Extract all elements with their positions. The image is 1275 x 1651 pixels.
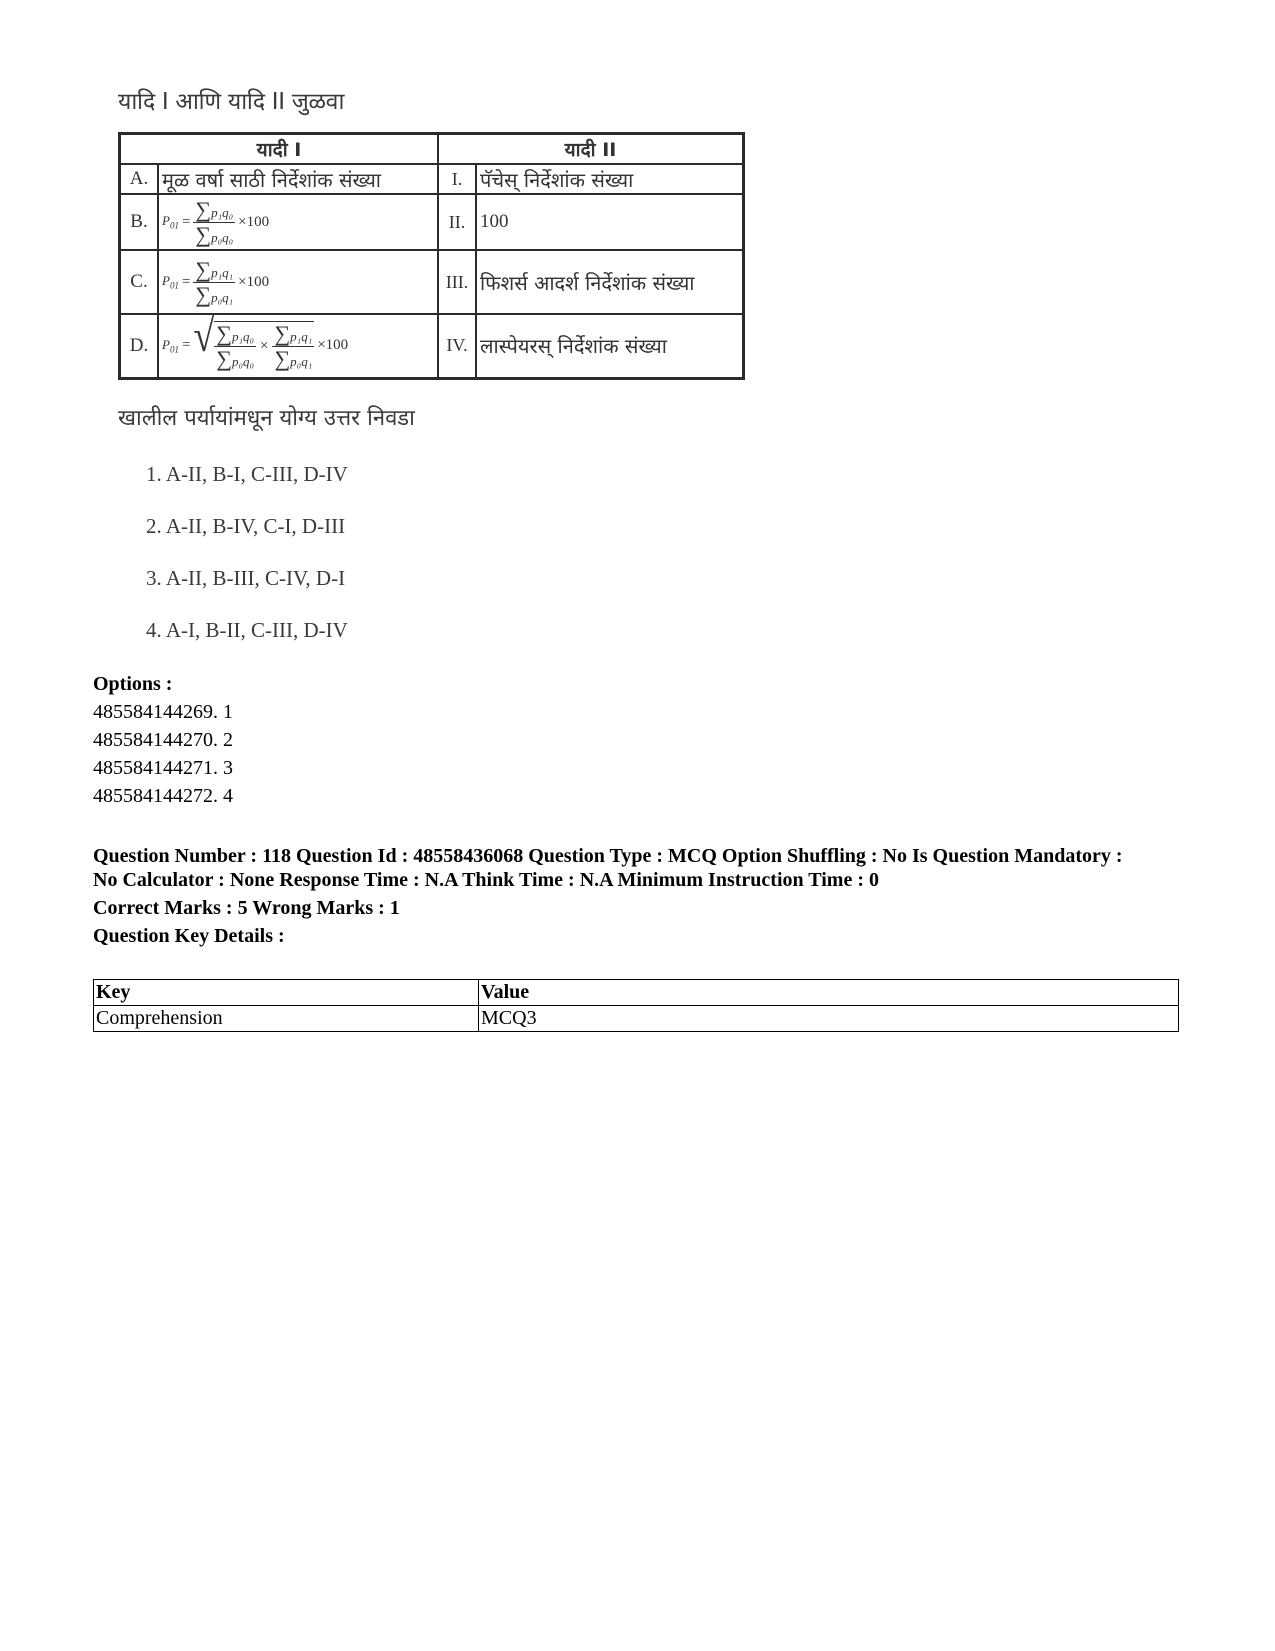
option-item: 485584144269. 1: [93, 701, 233, 723]
formula-lhs: $P_{01}$: [162, 336, 179, 355]
formula-fraction: $\frac{\text{∑p₁q₀}}{\text{∑p₀q₀}}$: [195, 196, 234, 247]
key-header: Key: [94, 980, 479, 1006]
question-meta: [93, 844, 1193, 948]
match-row-d: [120, 314, 744, 378]
formula-multiplier: ×100: [238, 213, 270, 230]
choose-instruction: खालील पर्यायांमधून योग्य उत्तर निवडा: [118, 405, 415, 431]
match-row-a: [120, 164, 744, 194]
match-table: [118, 132, 745, 380]
formula-fraction: $\frac{\text{∑p₁q₁}}{\text{∑p₀q₁}}$: [195, 256, 234, 307]
list2-item: 100: [476, 194, 744, 250]
key-table-header: [94, 980, 1179, 1006]
row-letter: B.: [120, 194, 159, 250]
value-header: Value: [479, 980, 1179, 1006]
choice-item: 1. A-II, B-I, C-III, D-IV: [146, 461, 348, 486]
option-item: 485584144271. 3: [93, 757, 233, 779]
value-cell: MCQ3: [479, 1006, 1179, 1032]
key-details-table: [93, 979, 1179, 1032]
row-letter: C.: [120, 250, 159, 314]
list1-formula: $P_{01}$ = $\frac{\text{∑p₁q₀}}{\text{∑p₀q₀}}$ ×100: [158, 194, 438, 250]
option-item: 485584144270. 2: [93, 729, 233, 751]
list2-item: पॅचेस् निर्देशांक संख्या: [476, 164, 744, 194]
marks-line: Correct Marks : 5 Wrong Marks : 1: [93, 897, 400, 919]
formula-sqrt: √ $\frac{\text{∑p₁q₀}}{\text{∑p₀q₀}}$ × $\frac{\text{∑p₁q₁}}{\text{∑p₀q₁}}$: [193, 311, 313, 372]
match-table-header: [120, 134, 744, 165]
formula-lhs: $P_{01}$: [162, 273, 179, 291]
formula-multiplier: ×100: [238, 273, 270, 290]
row-letter: D.: [120, 314, 159, 378]
formula-lhs: $P_{01}$: [162, 213, 179, 231]
choice-item: 3. A-II, B-III, C-IV, D-I: [146, 565, 346, 590]
question-image: [110, 84, 760, 656]
list1-header: यादी I: [120, 134, 439, 165]
list2-header: यादी II: [438, 134, 744, 165]
list1-item: मूळ वर्षा साठी निर्देशांक संख्या: [158, 164, 438, 194]
match-row-c: [120, 250, 744, 314]
list2-item: लास्पेयरस् निर्देशांक संख्या: [476, 314, 744, 378]
option-item: 485584144272. 4: [93, 785, 233, 807]
question-info-line2: No Calculator : None Response Time : N.A Think Time : N.A Minimum Instruction Time : 0: [93, 869, 879, 891]
row-roman: III.: [438, 250, 476, 314]
list1-formula: $P_{01}$ = $\frac{\text{∑p₁q₁}}{\text{∑p₀q₁}}$ ×100: [158, 250, 438, 314]
table-row: [94, 1006, 1179, 1032]
choice-item: 2. A-II, B-IV, C-I, D-III: [146, 513, 346, 538]
match-row-b: [120, 194, 744, 250]
row-letter: A.: [120, 164, 159, 194]
options-label: Options :: [93, 673, 173, 695]
row-roman: I.: [438, 164, 476, 194]
choice-list: [146, 448, 760, 656]
row-roman: II.: [438, 194, 476, 250]
row-roman: IV.: [438, 314, 476, 378]
formula-multiplier: ×100: [317, 337, 349, 354]
list1-formula: $P_{01}$ = √ $\frac{\text{∑p₁q₀}}{\text{∑p₀q₀}}$ × $\frac{\text{∑p₁q₁}}{\text{∑p₀q₁}}$ ×100: [158, 314, 438, 378]
key-cell: Comprehension: [94, 1006, 479, 1032]
key-details-label: Question Key Details :: [93, 925, 285, 947]
choice-item: 4. A-I, B-II, C-III, D-IV: [146, 617, 348, 642]
match-instruction: यादि I आणि यादि II जुळवा: [118, 89, 345, 115]
options-block: [93, 670, 233, 810]
list2-item: फिशर्स आदर्श निर्देशांक संख्या: [476, 250, 744, 314]
question-info-line1: Question Number : 118 Question Id : 48558436068 Question Type : MCQ Option Shuffling : No Is Question Mandatory :: [93, 845, 1123, 867]
